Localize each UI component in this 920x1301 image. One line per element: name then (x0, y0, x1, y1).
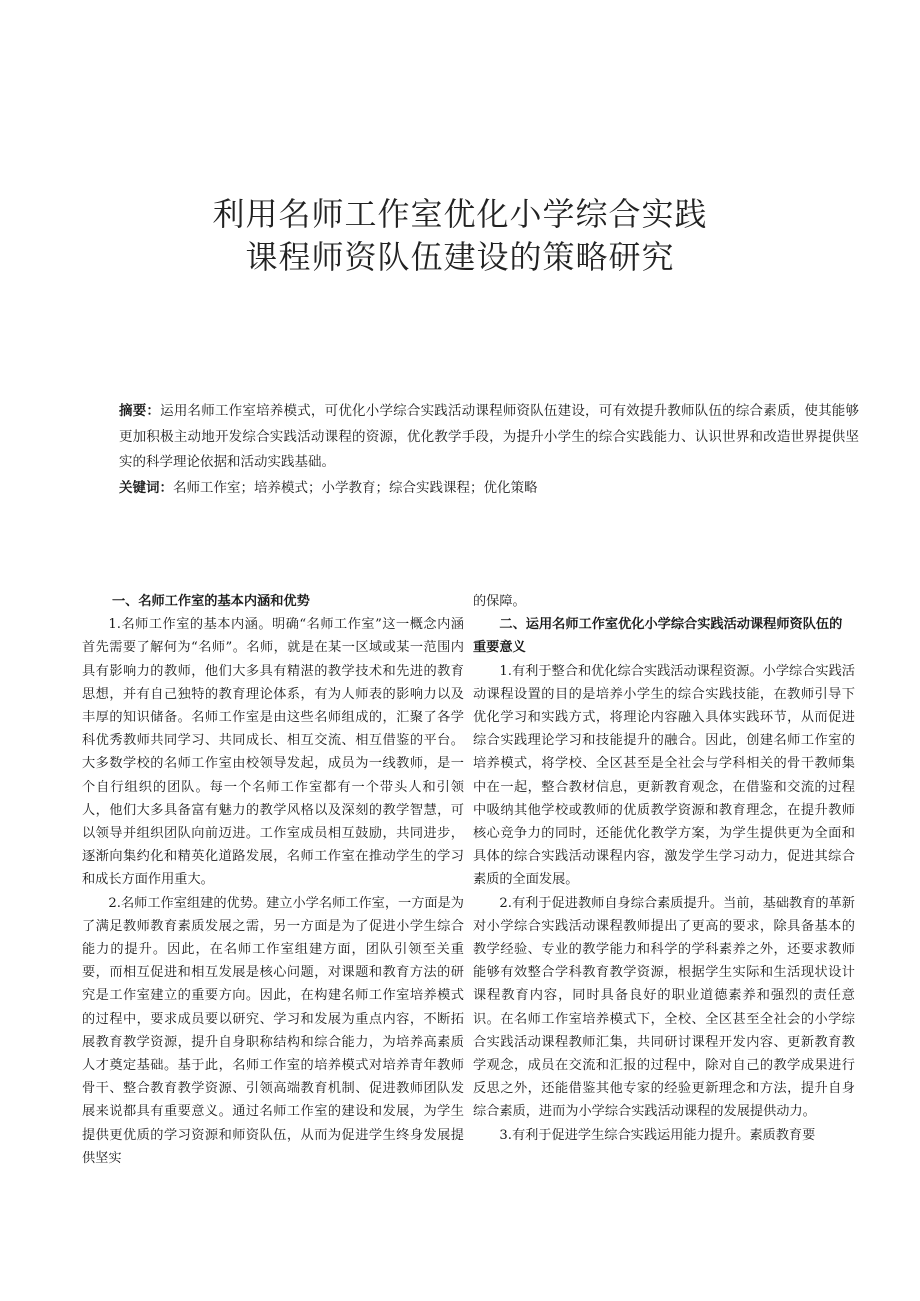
paper-title (0, 193, 920, 279)
keywords-text: 名师工作室；培养模式；小学教育；综合实践课程；优化策略 (173, 479, 538, 496)
right-column (473, 590, 855, 1147)
paragraph-2-3: 3.有利于促进学生综合实践运用能力提升。素质教育要 (499, 1127, 816, 1143)
title-line-1: 利用名师工作室优化小学综合实践 (212, 195, 708, 233)
paragraph-2-1: 1.有利于整合和优化综合实践活动课程资源。小学综合实践活动课程设置的目的是培养小学生的综合实践技能，在教师引导下优化学习和实践方式，将理论内容融入具体实践环节，从而促进综合实践理论学习和技能提升的融合。因此，创建名师工作室的培养模式，将学校、全区甚至是全社会与学科相关的骨干教师集中在一起，整合教材信息，更新教育观念，在借鉴和交流的过程中吸纳其他学校或教师的优质教学资源和教育理念，在提升教师核心竞争力的同时，还能优化教学方案，为学生提供更为全面和具体的综合实践活动课程内容，激发学生学习动力，促进其综合素质的全面发展。 (473, 663, 855, 888)
section-heading-2: 二、运用名师工作室优化小学综合实践活动课程师资队伍的重要意义 (473, 617, 843, 656)
abstract-block (119, 399, 859, 501)
abstract-label: 摘要： (119, 403, 161, 419)
abstract-paragraph (119, 399, 859, 476)
paragraph-1-2: 2.名师工作室组建的优势。建立小学名师工作室，一方面是为了满足教师教育素质发展之需，另一方面是为了促进小学生综合能力的提升。因此，在名师工作室组建方面，团队引领至关重要，而相互促进和相互发展是核心问题，对课题和教育方法的研究是工作室建立的重要方向。因此，在构建名师工作室培养模式的过程中，要求成员要以研究、学习和发展为重点内容，不断拓展教育教学资源，提升自身职称结构和综合能力，为培养高素质人才奠定基础。基于此，名师工作室的培养模式对培养青年教师骨干、整合教育教学资源、引领高端教育机制、促进教师团队发展来说都具有重要意义。通过名师工作室的建设和发展，为学生提供更优质的学习资源和师资队伍，从而为促进学生终身发展提供坚实 (82, 895, 464, 1166)
left-column (82, 590, 464, 1170)
paragraph-continuation: 的保障。 (473, 594, 526, 609)
title-line-2: 课程师资队伍建设的策略研究 (245, 238, 675, 276)
paragraph-2-2: 2.有利于促进教师自身综合素质提升。当前，基础教育的革新对小学综合实践活动课程教师提出了更高的要求，除具备基本的教学经验、专业的教学能力和科学的学科素养之外，还要求教师能够有效整合学科教育教学资源，根据学生实际和生活现状设计课程教育内容，同时具备良好的职业道德素养和强烈的责任意识。在名师工作室培养模式下，全校、全区甚至全社会的小学综合实践活动课程教师汇集，共同研讨课程开发内容、更新教育教学观念，成员在交流和汇报的过程中，除对自己的教学成果进行反思之外，还能借鉴其他专家的经验更新理念和方法，提升自身综合素质，进而为小学综合实践活动课程的发展提供动力。 (473, 895, 855, 1120)
keywords-paragraph (119, 476, 859, 502)
abstract-text: 运用名师工作室培养模式，可优化小学综合实践活动课程师资队伍建设，可有效提升教师队伍的综合素质，使其能够更加积极主动地开发综合实践活动课程的资源，优化教学手段，为提升小学生的综合实践能力、认识世界和改造世界提供坚实的科学理论依据和活动实践基础。 (119, 403, 860, 470)
paragraph-1-1: 1.名师工作室的基本内涵。明确“名师工作室”这一概念内涵首先需要了解何为“名师”。名师，就是在某一区域或某一范围内具有影响力的教师，他们大多具有精湛的教学技术和先进的教育思想，并有自己独特的教育理论体系，有为人师表的影响力以及丰厚的知识储备。名师工作室是由这些名师组成的，汇聚了各学科优秀教师共同学习、共同成长、相互交流、相互借鉴的平台。大多数学校的名师工作室由校领导发起，成员为一线教师，是一个自行组织的团队。每一个名师工作室都有一个带头人和引领人，他们大多具备富有魅力的教学风格以及深刻的教学智慧，可以领导并组织团队向前迈进。工作室成员相互鼓励，共同进步，逐渐向集约化和精英化道路发展，名师工作室在推动学生的学习和成长方面作用重大。 (82, 617, 464, 888)
keywords-label: 关键词： (119, 479, 173, 496)
section-heading-1: 一、名师工作室的基本内涵和优势 (112, 594, 310, 609)
